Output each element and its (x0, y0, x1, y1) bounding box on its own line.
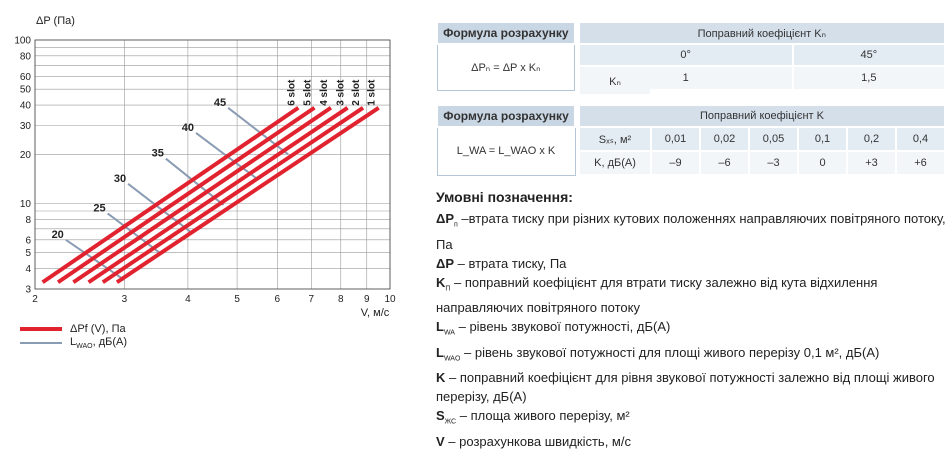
slot-label: 6 slot (286, 79, 298, 106)
legend-pressure-label: ΔPf (V), Па (70, 323, 126, 335)
x-tick-label: 7 (308, 294, 315, 305)
y-tick-label: 10 (19, 199, 31, 211)
area-value: 0,4 (896, 127, 945, 151)
table2-row2-label: K, дБ(А) (579, 151, 651, 175)
y-tick-label: 20 (19, 149, 31, 161)
area-value: 0,05 (749, 127, 798, 151)
legend-gray-swatch (20, 342, 62, 344)
x-tick-label: 4 (185, 294, 191, 305)
x-tick-label: 8 (337, 294, 344, 305)
chart-legend (20, 322, 127, 350)
slot-label: 4 slot (318, 79, 330, 106)
x-tick-label: 9 (363, 294, 370, 305)
table1-value-45: 1,5 (793, 66, 945, 90)
note-item: ΔP – втрата тиску, Па (436, 255, 567, 271)
pressure-line (117, 108, 379, 282)
y-tick-label: 50 (19, 84, 31, 96)
y-axis-label: ΔP (Па) (36, 15, 75, 27)
slot-label: 5 slot (302, 79, 314, 106)
note-item: K – поправний коефіцієнт для рівня звукової потужності залежно від площі живого перерізу, дБ(А) (436, 370, 935, 405)
slot-label: 1 slot (366, 79, 378, 106)
k-value: –3 (749, 151, 798, 175)
note-item: $L_{WAO}$ – рівень звукової потужності для площі живого перерізу 0,1 м², дБ(А) (436, 344, 880, 363)
note-item: V – розрахункова швидкість, м/с (436, 433, 631, 449)
note-item: $\Delta P_п$ –втрата тиску при різних кутових положеннях направляючих повітряного потоку, Па (436, 211, 946, 252)
table2-header: Поправний коефіцієнт K (579, 105, 945, 127)
x-tick-label: 6 (274, 294, 281, 305)
angle-0: 0° (579, 44, 793, 66)
pressure-velocity-chart (0, 0, 410, 360)
k-value: –9 (651, 151, 700, 175)
y-tick-label: 30 (19, 120, 31, 132)
legend-sound-label: $L_{WAO}$, дБ(А) (70, 335, 128, 351)
table1-row-label: Kₙ (580, 70, 650, 94)
note-item: $L_{WA}$ – рівень звукової потужності, дБ(А) (436, 319, 671, 337)
sound-level-label: 30 (113, 172, 127, 185)
x-tick-label: 10 (384, 294, 396, 305)
table-area-coefficient (436, 104, 946, 176)
notes-list (436, 209, 946, 451)
sound-level-label: 25 (93, 202, 106, 215)
legend-pressure (20, 322, 127, 336)
y-tick-label: 40 (19, 100, 31, 112)
k-value: –6 (700, 151, 749, 175)
table2-row1-label: Sₓₛ, м² (579, 127, 651, 151)
legend-sound (20, 336, 127, 350)
formula-title-1: Формула розрахунку (437, 22, 575, 44)
y-tick-label: 4 (25, 264, 31, 276)
formula-2: L_WA = L_WAO x K (437, 127, 575, 175)
y-tick-label: 80 (19, 51, 31, 63)
y-tick-label: 6 (25, 235, 31, 247)
notes-title: Умовні позначення: (436, 189, 573, 205)
pressure-line (73, 108, 331, 282)
area-value: 0,2 (847, 127, 896, 151)
table1-value-0: 1 (579, 66, 793, 90)
area-value: 0,01 (651, 127, 700, 151)
formula-1: ΔPₙ = ΔP x Kₙ (437, 44, 575, 90)
legend-red-swatch (20, 327, 62, 331)
x-axis-label: V, м/с (360, 307, 390, 319)
k-value: +3 (847, 151, 896, 175)
pressure-line (89, 108, 348, 282)
k-value: +6 (896, 151, 945, 175)
note-item: $K_П$ – поправний коефіцієнт для втрати тиску залежно від кута відхилення направляючих повітряного потоку (436, 274, 878, 316)
k-value: 0 (798, 151, 847, 175)
y-tick-label: 60 (19, 71, 31, 83)
table1-header: Поправний коефіцієнт Kₙ (579, 22, 945, 44)
area-value: 0,1 (798, 127, 847, 151)
y-tick-label: 8 (25, 214, 31, 226)
area-value: 0,02 (700, 127, 749, 151)
sound-level-label: 45 (213, 96, 227, 109)
y-tick-label: 5 (25, 248, 31, 260)
formula-title-2: Формула розрахунку (437, 105, 575, 127)
angle-45: 45° (793, 44, 945, 66)
y-tick-label: 100 (14, 35, 31, 47)
chart-series (43, 108, 379, 282)
x-tick-label: 2 (32, 294, 38, 305)
legend-notes (436, 188, 946, 451)
slot-label: 2 slot (351, 79, 363, 106)
x-tick-label: 3 (121, 294, 128, 305)
note-item: $S_{ЖС}$ – площа живого перерізу, м² (436, 408, 630, 426)
sound-level-label: 35 (151, 147, 164, 160)
y-tick-label: 3 (25, 284, 31, 296)
pressure-line (43, 108, 299, 282)
sound-level-label: 20 (51, 228, 64, 241)
x-tick-label: 5 (234, 294, 240, 305)
sound-level-label: 40 (181, 121, 195, 134)
slot-label: 3 slot (335, 79, 347, 106)
